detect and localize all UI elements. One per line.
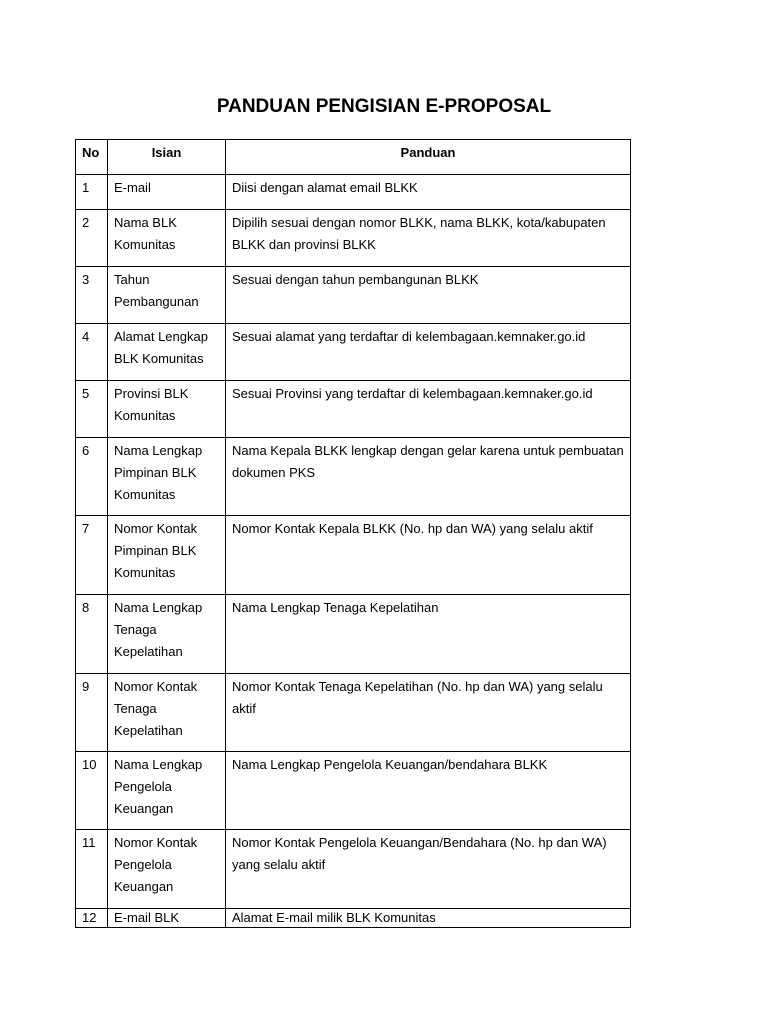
cell-panduan: Dipilih sesuai dengan nomor BLKK, nama BLKK, kota/kabupaten BLKK dan provinsi BLKK	[226, 210, 631, 267]
cell-panduan: Nomor Kontak Pengelola Keuangan/Bendahara (No. hp dan WA) yang selalu aktif	[226, 830, 631, 909]
cell-panduan: Sesuai alamat yang terdaftar di kelembagaan.kemnaker.go.id	[226, 324, 631, 381]
table-row	[76, 830, 631, 909]
cell-no: 11	[76, 830, 108, 909]
cell-no: 4	[76, 324, 108, 381]
cell-isian: Nomor Kontak Pengelola Keuangan	[108, 830, 226, 909]
cell-isian: Nama Lengkap Pimpinan BLK Komunitas	[108, 438, 226, 516]
cell-panduan: Sesuai Provinsi yang terdaftar di kelembagaan.kemnaker.go.id	[226, 381, 631, 438]
header-panduan: Panduan	[226, 140, 631, 175]
cell-panduan: Nama Lengkap Pengelola Keuangan/bendahara BLKK	[226, 752, 631, 830]
header-isian: Isian	[108, 140, 226, 175]
cell-no: 8	[76, 595, 108, 674]
table-row	[76, 674, 631, 752]
table-row	[76, 175, 631, 210]
header-no: No	[76, 140, 108, 175]
cell-panduan: Sesuai dengan tahun pembangunan BLKK	[226, 267, 631, 324]
table-row	[76, 595, 631, 674]
cell-isian: Nama Lengkap Pengelola Keuangan	[108, 752, 226, 830]
cell-panduan: Diisi dengan alamat email BLKK	[226, 175, 631, 210]
cell-isian: Nomor Kontak Tenaga Kepelatihan	[108, 674, 226, 752]
cell-no: 9	[76, 674, 108, 752]
cell-no: 10	[76, 752, 108, 830]
cell-isian: E-mail BLK	[108, 909, 226, 928]
cell-isian: Provinsi BLK Komunitas	[108, 381, 226, 438]
guide-table	[75, 139, 631, 928]
table-row	[76, 752, 631, 830]
cell-no: 5	[76, 381, 108, 438]
cell-no: 7	[76, 516, 108, 595]
cell-panduan: Nama Kepala BLKK lengkap dengan gelar karena untuk pembuatan dokumen PKS	[226, 438, 631, 516]
cell-isian: Alamat Lengkap BLK Komunitas	[108, 324, 226, 381]
table-row	[76, 324, 631, 381]
cell-isian: Nomor Kontak Pimpinan BLK Komunitas	[108, 516, 226, 595]
cell-no: 3	[76, 267, 108, 324]
cell-panduan: Alamat E-mail milik BLK Komunitas	[226, 909, 631, 928]
cell-isian: Tahun Pembangunan	[108, 267, 226, 324]
table-row	[76, 210, 631, 267]
cell-panduan: Nama Lengkap Tenaga Kepelatihan	[226, 595, 631, 674]
table-row	[76, 381, 631, 438]
table-row	[76, 516, 631, 595]
table-row	[76, 909, 631, 928]
table-header-row	[76, 140, 631, 175]
cell-isian: E-mail	[108, 175, 226, 210]
cell-isian: Nama Lengkap Tenaga Kepelatihan	[108, 595, 226, 674]
cell-no: 2	[76, 210, 108, 267]
cell-no: 1	[76, 175, 108, 210]
cell-no: 12	[76, 909, 108, 928]
cell-panduan: Nomor Kontak Kepala BLKK (No. hp dan WA) yang selalu aktif	[226, 516, 631, 595]
cell-no: 6	[76, 438, 108, 516]
cell-isian: Nama BLK Komunitas	[108, 210, 226, 267]
page-title: PANDUAN PENGISIAN E-PROPOSAL	[216, 96, 552, 117]
table-row	[76, 438, 631, 516]
table-row	[76, 267, 631, 324]
cell-panduan: Nomor Kontak Tenaga Kepelatihan (No. hp dan WA) yang selalu aktif	[226, 674, 631, 752]
